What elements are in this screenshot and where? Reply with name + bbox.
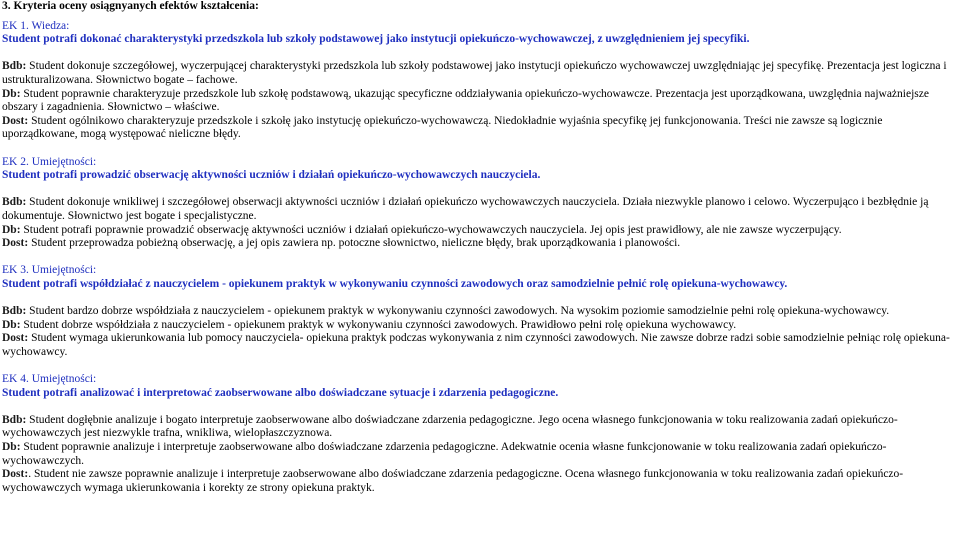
ek3-label: EK 3. Umiejętności: [2,264,97,277]
grade-label: Dost: [2,114,29,127]
ek4-title: Student potrafi analizować i interpretować zaobserwowane albo doświadczane sytuacje i zdarzenia pedagogiczne. [2,386,559,399]
grade-text: Student potrafi poprawnie prowadzić obserwację aktywności uczniów i działań opiekuńczo-wychowawczych nauczyciela. Jej opis jest prawidłowy, ale nie zawsze wyczerpujący. [20,223,842,236]
ek3-grade-db [2,319,958,333]
grade-text: Student poprawnie charakteryzuje przedszkole lub szkołę podstawową, ukazując specyficzne oddziaływania opiekuńczo-wychowawcze. Prezentacja jest uporządkowana, uwzględnia najważniejsze obszary i zagadnienia. Słownictwo – właściwe. [2,87,929,114]
grade-text: Student poprawnie analizuje i interpretuje zaobserwowane albo doświadczane zdarzenia pedagogiczne. Adekwatnie ocenia własne funkcjonowanie w toku realizowania zadań opiekuńczo-wychowawczych. [2,441,887,467]
grade-text: . Student nie zawsze poprawnie analizuje i interpretuje zaobserwowane albo doświadczane zdarzenia pedagogiczne. Ocena własnego funkcjonowania w toku realizowania zadań opiekuńczo-wychowawczych wymaga ukierunkowania i korekty ze strony opiekuna praktyk. [2,468,904,494]
ek4-grade-dost [2,468,958,495]
ek1-section [2,20,958,142]
ek4-label: EK 4. Umiejętności: [2,373,97,386]
grade-label: Dost: [2,237,29,250]
ek3-title: Student potrafi współdziałać z nauczycielem - opiekunem praktyk w wykonywaniu czynności zawodowych oraz samodzielnie pełnić rolę opiekuna-wychowawcy. [2,277,788,290]
grade-label: Db: [2,223,21,236]
section-heading: 3. Kryteria oceny osiągnyanych efektów kształcenia: [2,0,259,12]
ek2-section [2,156,958,251]
grade-text: Student przeprowadza pobieżną obserwację, a jej opis zawiera np. potoczne słownictwo, nieliczne błędy, brak uporządkowania i planowości. [28,237,681,250]
grade-text: Student wymaga ukierunkowania lub pomocy nauczyciela- opiekuna praktyk podczas wykonywania z nim czynności zawodowych. Nie zawsze dobrze radzi sobie samodzielnie pełniąc rolę opiekuna-wychowawcy. [2,332,950,358]
ek3-grade-dost [2,332,958,359]
ek2-label: EK 2. Umiejętności: [2,155,97,168]
grade-label: Bdb: [2,60,27,73]
grade-label: Bdb: [2,196,27,209]
grade-text: Student dokonuje szczegółowej, wyczerpującej charakterystyki przedszkola lub szkoły podstawowej jako instytucji opiekuńczo wychowawczej uwzględniając jej specyfikę. Prezentacja jest logiczna i ustrukturalizowana. Słownictwo bogate – fachowe. [2,60,947,86]
ek4-section [2,373,958,495]
ek4-grade-db [2,441,958,468]
ek1-grade-db [2,88,958,115]
ek1-grade-bdb [2,60,958,87]
grade-label: Bdb: [2,305,27,318]
grade-label: Db: [2,441,21,453]
ek2-title: Student potrafi prowadzić obserwację aktywności uczniów i działań opiekuńczo-wychowawczych nauczyciela. [2,169,541,182]
ek3-grade-bdb [2,305,958,319]
grade-label: Dost: [2,468,29,481]
grade-label: Dost: [2,332,29,345]
grade-label: Db: [2,318,21,331]
ek2-grade-dost [2,237,958,251]
grade-text: Student dobrze współdziała z nauczycielem - opiekunem praktyk w wykonywaniu czynności zawodowych. Prawidłowo pełni rolę opiekuna wychowawcy. [20,318,737,331]
ek3-section [2,264,958,359]
ek4-grade-bdb [2,414,958,441]
ek1-title: Student potrafi dokonać charakterystyki przedszkola lub szkoły podstawowej jako instytucji opiekuńczo-wychowawczej, z uwzględnieniem jej specyfiki. [2,33,750,46]
grade-text: Student dogłębnie analizuje i bogato interpretuje zaobserwowane albo doświadczane zdarzenia pedagogiczne. Jego ocena własnego funkcjonowania w toku realizowania zadań opiekuńczo-wychowawczych jest niezwykle trafna, wnikliwa, wielopłaszczyznowa. [2,413,898,440]
ek2-grade-db [2,224,958,238]
ek1-label: EK 1. Wiedza: [2,19,70,32]
ek1-grade-dost [2,115,958,142]
grade-text: Student ogólnikowo charakteryzuje przedszkole i szkołę jako instytucję opiekuńczo-wychowawczą. Niedokładnie wyjaśnia specyfikę jej funkcjonowania. Treści nie zawsze są logicznie uporządkowane, mogą występować nieliczne błędy. [2,114,883,141]
grade-label: Db: [2,87,21,100]
ek2-grade-bdb [2,196,958,223]
grade-text: Student dokonuje wnikliwej i szczegółowej obserwacji aktywności uczniów i działań opiekuńczo wychowawczych nauczyciela. Działa niezwykle planowo i celowo. Wyczerpująco i bezbłędnie ją dokumentuje. Słownictwo jest bogate i specjalistyczne. [2,196,929,222]
grade-text: Student bardzo dobrze współdziała z nauczycielem - opiekunem praktyk w wykonywaniu czynności zawodowych. Na wysokim poziomie samodzielnie pełni rolę opiekuna-wychowawcy. [26,305,890,318]
grade-label: Bdb: [2,413,27,426]
